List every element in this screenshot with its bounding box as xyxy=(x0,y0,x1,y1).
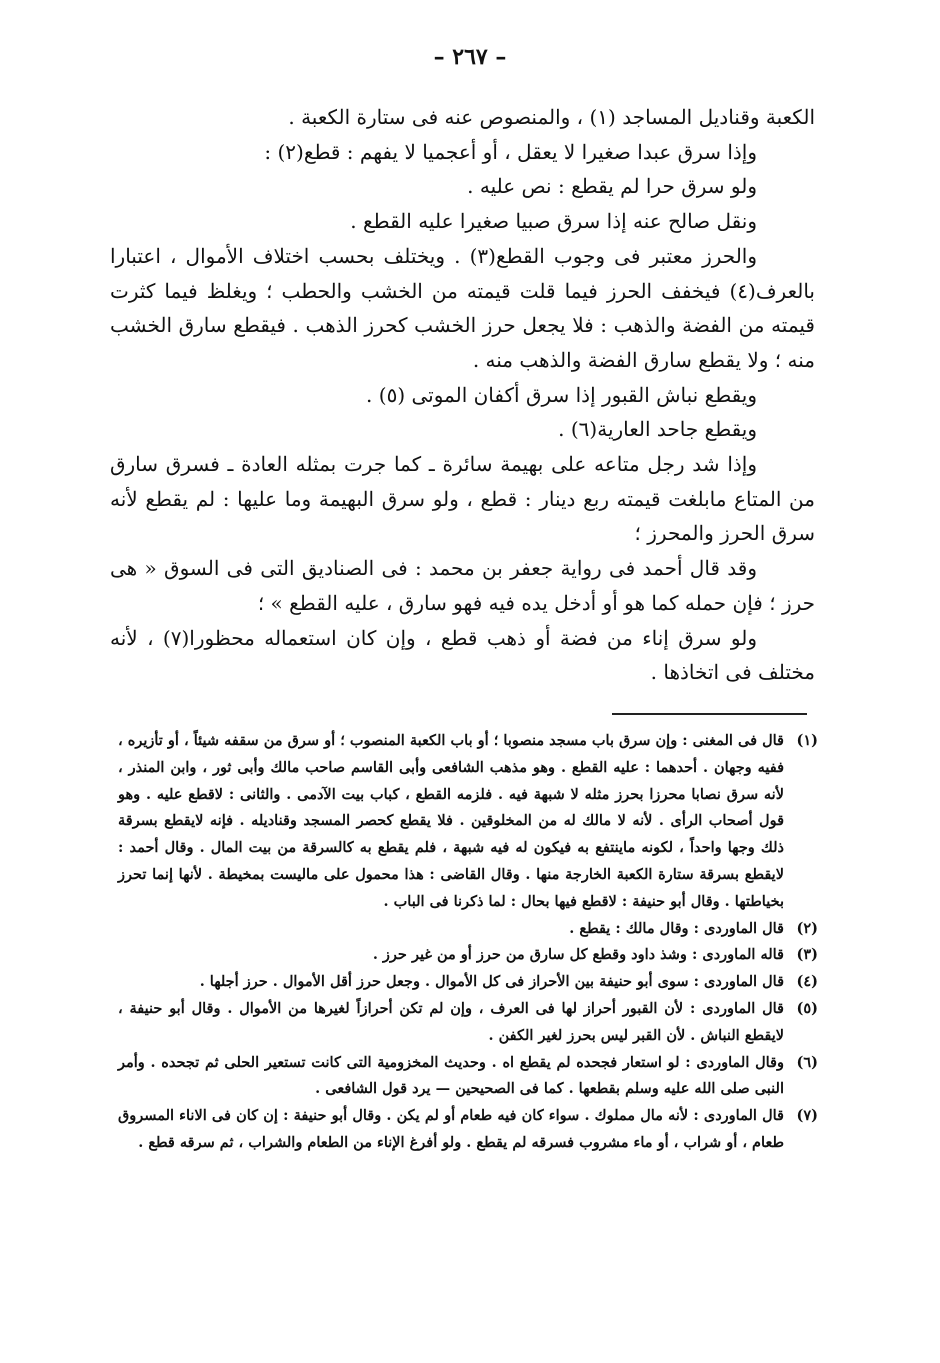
footnote xyxy=(118,728,818,916)
main-paragraph: وقد قال أحمد فى رواية جعفر بن محمد : فى الصناديق التى فى السوق « هى حرز ؛ فإن حمله كما هو أو أدخل يده فيه فهو سارق ، عليه القطع » ؛ xyxy=(110,556,815,615)
footnote-text: قال الماوردى : لأنه مال مملوك . سواء كان فيه طعام أو لم يكن . وقال أبو حنيفة : إن كان فى الاناء المسروق طعام ، أو شراب ، أو ماء مشروب فسرقه لم يقطع . ولو أفرغ الإناء من الطعام والشراب ، ثم سرقه قطع . xyxy=(118,1107,784,1151)
footnote-text: قال فى المغنى : وإن سرق باب مسجد منصوبا ؛ أو باب الكعبة المنصوب ؛ أو سرق من سقفه شيئاً ، أو تأزيره ، ففيه وجهان . أحدهما : عليه القطع . وهو مذهب الشافعى وأبى القاسم صاحب مالك وأبى ثور ، وابن المنذر ، لأنه سرق نصابا محرزا بحرز مثله لا شبهة فيه . فلزمه القطع ، كباب بيت الآدمى . والثانى : لاقطع عليه . وهو قول أصحاب الرأى . لأنه لا مالك له من المخلوقين . فلا يقطع كحصر المسجد وقناديله . فإنه لايقطع بسرقة ذلك وجها واحداً ، لكونه ماينتفع به فيكون له فيه شبهة ، فلم يقطع به كالسرقة من بيت المال . وقال أحمد : لايقطع بسرقة ستارة الكعبة الخارجة منها . وقال القاضى : هذا محمول على ماليست بمخيطة . لأنها إنما تحرز بخياطتها . وقال أبو حنيفة : لاقطع فيها بحال : لما ذكرنا فى الباب . xyxy=(118,732,784,910)
main-paragraph: ولو سرق حرا لم يقطع : نص عليه . xyxy=(467,174,757,199)
footnote-number: (٣) xyxy=(796,946,818,964)
footnote-text: قاله الماوردى : وشذ داود وقطع كل سارق من حرز أو من غير حرز . xyxy=(372,946,784,964)
footnote xyxy=(118,1103,818,1157)
footnote-number: (٥) xyxy=(796,999,818,1017)
footnote-divider xyxy=(612,713,807,715)
footnote-number: (٦) xyxy=(796,1053,818,1071)
footnote-text: قال الماوردى : لأن القبور أحراز لها فى العرف ، وإن لم تكن أحرازاً لغيرها من الأموال . وقال أبو حنيفة ، لايقطع النباش . لأن القبر ليس بحرز لغير الكفن . xyxy=(118,999,784,1044)
footnote-number: (٧) xyxy=(796,1107,818,1125)
footnote-text: قال الماوردى : وقال مالك : يقطع . xyxy=(569,919,784,937)
main-paragraph: وإذا سرق عبدا صغيرا لا يعقل ، أو أعجميا لا يفهم : قطع(٢) : xyxy=(264,139,757,164)
page-number: – ٢٦٧ – xyxy=(433,44,507,70)
main-text xyxy=(110,100,815,690)
main-paragraph: وإذا شد رجل متاعه على بهيمة سائرة ـ كما جرت بمثله العادة ـ فسرق سارق من المتاع مابلغت قيمته ربع دينار : قطع ، ولو سرق البهيمة وما عليها : لم يقطع لأنه سرق الحرز والمحرز ؛ xyxy=(110,452,815,546)
main-paragraph: ونقل صالح عنه إذا سرق صبيا صغيرا عليه القطع . xyxy=(350,209,757,234)
main-paragraph: والحرز معتبر فى وجوب القطع(٣) . ويختلف بحسب اختلاف الأموال ، اعتبارا بالعرف(٤) فيخفف الحرز فيما قلت قيمته من الخشب والحطب ؛ ويغلظ فيما كثرت قيمته من الفضة والذهب : فلا يجعل حرز الخشب كحرز الذهب . فيقطع سارق الخشب منه ؛ ولا يقطع سارق الفضة والذهب منه . xyxy=(110,243,815,372)
footnote-number: (٢) xyxy=(796,919,818,937)
footnote-text: وقال الماوردى : لو استعار فجحده لم يقطع اه . وحديث المخزومية التى كانت تستعير الحلى ثم تجحده . وأمر النبى صلى الله عليه وسلم بقطعها . كما فى الصحيحين — يرد قول الشافعى . xyxy=(118,1053,784,1098)
footnote-number: (٤) xyxy=(796,973,818,991)
footnote-text: قال الماوردى : سوى أبو حنيفة بين الأحراز فى كل الأموال . وجعل حرز أقل الأموال . حرز أجلها . xyxy=(199,973,784,991)
main-paragraph: ولو سرق إناء من فضة أو ذهب قطع ، وإن كان استعماله محظورا(٧) ، لأنه مختلف فى اتخاذها . xyxy=(110,625,815,685)
footnote xyxy=(118,969,818,996)
footnotes xyxy=(118,728,818,1157)
main-paragraph: الكعبة وقناديل المساجد (١) ، والمنصوص عنه فى ستارة الكعبة . xyxy=(288,105,815,129)
main-paragraph: ويقطع جاحد العارية(٦) . xyxy=(558,417,757,442)
footnote xyxy=(118,916,818,943)
footnote xyxy=(118,996,818,1050)
main-paragraph: ويقطع نباش القبور إذا سرق أكفان الموتى (٥) . xyxy=(366,382,757,407)
footnote xyxy=(118,942,818,969)
footnote-number: (١) xyxy=(796,732,818,749)
footnote xyxy=(118,1050,818,1104)
